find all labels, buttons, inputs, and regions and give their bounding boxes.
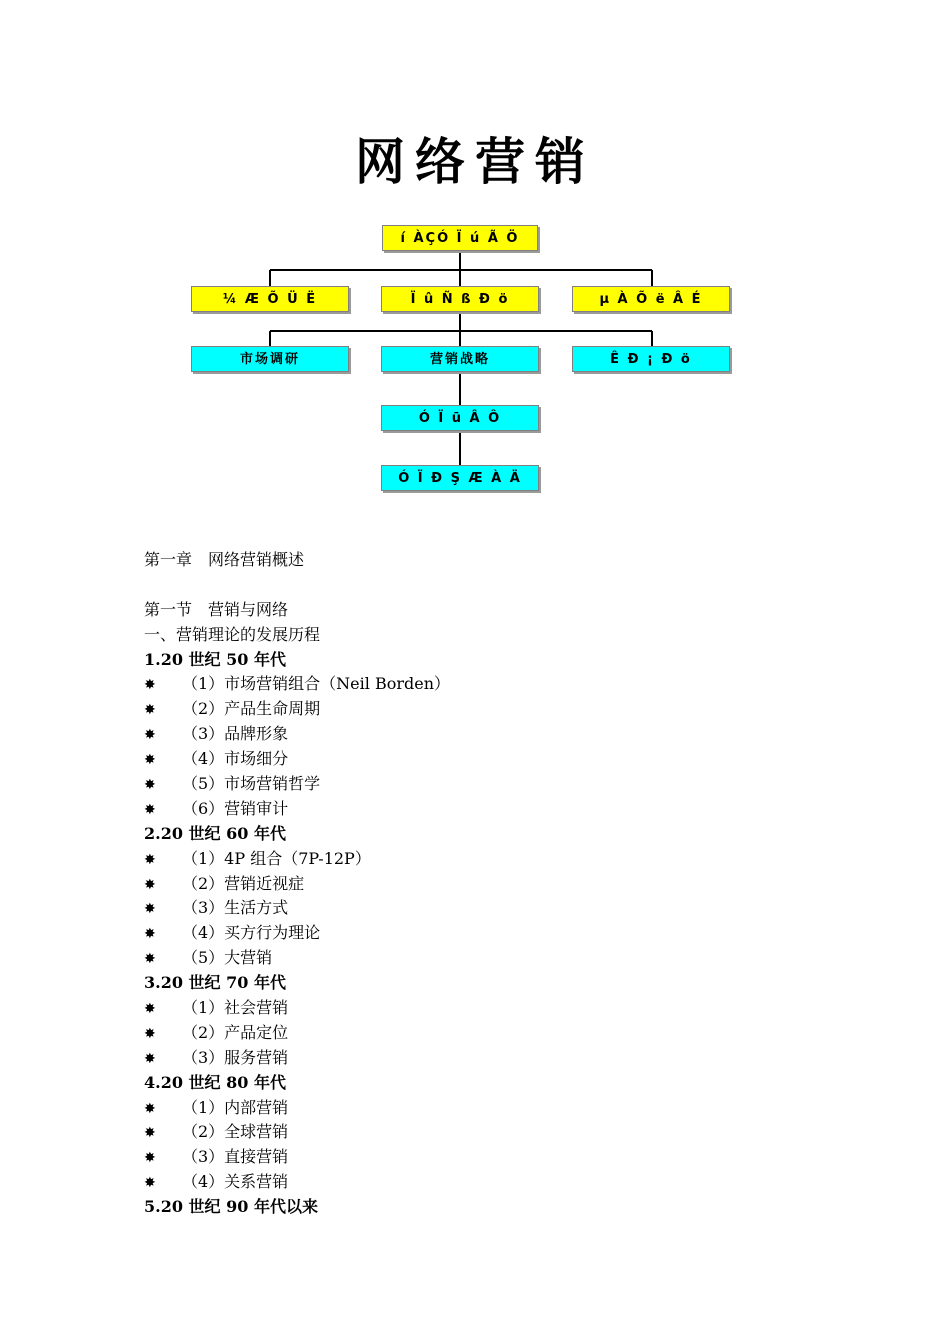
group-heading: 1.20 世纪 50 年代 [144,649,286,669]
spacer [144,573,844,598]
list-item-text: （5）市场营销哲学 [182,774,321,794]
bullet-icon: ✸ [144,926,156,943]
group-heading: 5.20 世纪 90 年代以来 [144,1197,318,1217]
list-item-text: （6）营销审计 [182,798,289,818]
group-heading: 3.20 世纪 70 年代 [144,973,286,993]
list-item-text: （4）买方行为理论 [182,923,321,943]
list-item-text: （2）产品定位 [182,1022,289,1042]
list-item-text: （1）内部营销 [182,1097,289,1117]
list-item-text: （2）产品生命周期 [182,699,321,719]
bullet-icon: ✸ [144,1001,156,1018]
list-item [144,896,844,921]
list-item [144,672,844,697]
list-item-text: （1）4P 组合（7P-12P） [182,848,371,868]
bullet-icon: ✸ [144,1100,156,1117]
diagram-box-l3-center: 营销战略 [381,346,539,372]
list-item [144,1120,844,1145]
list-item [144,946,844,971]
diagram-box-l2-left: ¼ Æ Õ Ü Ë [191,286,349,312]
bullet-icon: ✸ [144,777,156,794]
list-item-text: （1）市场营销组合（Neil Borden） [182,674,451,694]
bullet-icon: ✸ [144,1025,156,1042]
list-item [144,1046,844,1071]
list-item-text: （1）社会营销 [182,998,289,1018]
diagram-box-l2-center: Ï û Ñ ß Ð ö [381,286,539,312]
list-item [144,1145,844,1170]
list-item [144,1170,844,1195]
bullet-icon: ✸ [144,727,156,744]
bullet-icon: ✸ [144,702,156,719]
group-heading: 4.20 世纪 80 年代 [144,1072,286,1092]
list-item [144,1021,844,1046]
chapter-heading: 第一章 网络营销概述 [144,550,305,569]
bullet-icon: ✸ [144,677,156,694]
list-item-text: （4）关系营销 [182,1172,289,1192]
list-item-text: （3）生活方式 [182,898,289,918]
section-heading: 第一节 营销与网络 [144,599,289,619]
bullet-icon: ✸ [144,1125,156,1142]
diagram-box-l3-right: Ê Ð ¡ Ð ö [572,346,730,372]
list-item-text: （3）直接营销 [182,1147,289,1167]
group-heading: 2.20 世纪 60 年代 [144,823,286,843]
list-item [144,797,844,822]
list-item [144,996,844,1021]
bullet-icon: ✸ [144,1150,156,1167]
list-item [144,747,844,772]
list-item [144,872,844,897]
list-item [144,921,844,946]
diagram-box-l2-right: µ À Õ ë Â É [572,286,730,312]
list-item-text: （3）品牌形象 [182,724,289,744]
list-item-text: （3）服务营销 [182,1047,289,1067]
subsection-heading: 一、营销理论的发展历程 [144,624,321,644]
list-item-text: （4）市场细分 [182,749,289,769]
list-item [144,772,844,797]
list-item [144,1096,844,1121]
bullet-icon: ✸ [144,752,156,769]
bullet-icon: ✸ [144,876,156,893]
diagram-box-top: í ÀÇÓ Ï ú Ã Ö [382,225,538,251]
bullet-icon: ✸ [144,1175,156,1192]
list-item-text: （5）大营销 [182,948,273,968]
document-body [144,548,844,1220]
diagram-box-l5: Ó Ï Ð Ş Æ À Ä [381,465,539,491]
list-item-text: （2）全球营销 [182,1122,289,1142]
bullet-icon: ✸ [144,1050,156,1067]
page-title: 网络营销 [355,132,595,191]
bullet-icon: ✸ [144,901,156,918]
list-item-text: （2）营销近视症 [182,873,305,893]
list-item [144,722,844,747]
bullet-icon: ✸ [144,801,156,818]
org-diagram [0,0,950,520]
diagram-box-l3-left: 市场调研 [191,346,349,372]
bullet-icon: ✸ [144,951,156,968]
list-item [144,847,844,872]
diagram-connectors [0,0,950,520]
diagram-box-l4: Ó Ï ū Â Ô [381,405,539,431]
bullet-icon: ✸ [144,851,156,868]
list-item [144,697,844,722]
